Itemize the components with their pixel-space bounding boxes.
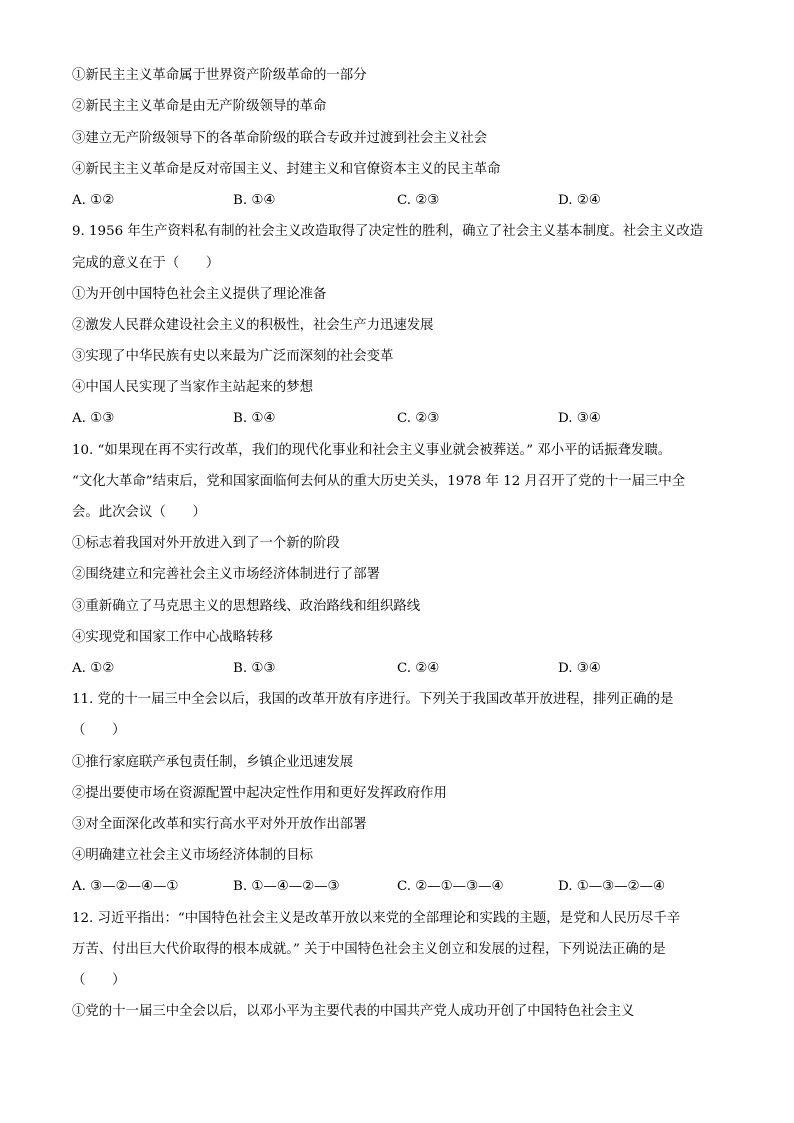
q12-stem-line-1: 12. 习近平指出：“中国特色社会主义是改革开放以来党的全部理论和实践的主题，是党和人民历尽千辛 (72, 911, 681, 926)
q10-option-c: C. ②④ (397, 661, 440, 676)
q9-option-c: C. ②③ (397, 411, 440, 426)
q9-option-d: D. ③④ (558, 411, 601, 426)
q12-statement-1: ①党的十一届三中全会以后，以邓小平为主要代表的中国共产党人成功开创了中国特色社会主义 (72, 1004, 635, 1019)
q11-stem-line-2: （ ） (72, 723, 126, 738)
q9-stem-line-2: 完成的意义在于（ ） (72, 256, 220, 271)
q11-statement-1: ①推行家庭联产承包责任制，乡镇企业迅速发展 (72, 755, 354, 770)
q10-option-a: A. ①② (72, 661, 115, 676)
q10-option-b: B. ①③ (233, 661, 276, 676)
q12-stem-line-2: 万苦、付出巨大代价取得的根本成就。” 关于中国特色社会主义创立和发展的过程，下列说法正确的是 (72, 942, 666, 957)
q9-statement-3: ③实现了中华民族有史以来最为广泛而深刻的社会变革 (72, 349, 394, 364)
q9-option-b: B. ①④ (233, 411, 276, 426)
q8-option-c: C. ②③ (397, 193, 440, 208)
q8-statement-4: ④新民主主义革命是反对帝国主义、封建主义和官僚资本主义的民主革命 (72, 162, 501, 177)
q9-stem-line-1: 9. 1956 年生产资料私有制的社会主义改造取得了决定性的胜利，确立了社会主义基本制度。社会主义改造 (72, 224, 704, 239)
q10-statement-4: ④实现党和国家工作中心战略转移 (72, 630, 273, 645)
q11-options (72, 877, 722, 897)
q8-statement-2: ②新民主主义革命是由无产阶级领导的革命 (72, 99, 327, 114)
q11-statement-2: ②提出要使市场在资源配置中起决定性作用和更好发挥政府作用 (72, 786, 447, 801)
q10-stem-line-2: “文化大革命”结束后，党和国家面临何去何从的重大历史关头，1978 年 12 月召开了党的十一届三中全 (72, 474, 686, 489)
q11-stem-line-1: 11. 党的十一届三中全会以后，我国的改革开放有序进行。下列关于我国改革开放进程，排列正确的是 (72, 692, 674, 707)
q8-options (72, 191, 722, 211)
q10-option-d: D. ③④ (558, 661, 601, 676)
q10-statement-1: ①标志着我国对外开放进入到了一个新的阶段 (72, 536, 340, 551)
q10-options (72, 659, 722, 679)
q12-stem-line-3: （ ） (72, 973, 126, 988)
q9-statement-1: ①为开创中国特色社会主义提供了理论准备 (72, 287, 327, 302)
q11-option-c: C. ②—①—③—④ (397, 879, 504, 894)
q8-option-a: A. ①② (72, 193, 115, 208)
q8-statement-1: ①新民主主义革命属于世界资产阶级革命的一部分 (72, 68, 367, 83)
q9-statement-2: ②激发人民群众建设社会主义的积极性，社会生产力迅速发展 (72, 318, 434, 333)
q10-stem-line-3: 会。此次会议（ ） (72, 505, 206, 520)
q8-statement-3: ③建立无产阶级领导下的各革命阶级的联合专政并过渡到社会主义社会 (72, 131, 488, 146)
q11-statement-3: ③对全面深化改革和实行高水平对外开放作出部署 (72, 817, 367, 832)
q9-options (72, 409, 722, 429)
q10-statement-2: ②围绕建立和完善社会主义市场经济体制进行了部署 (72, 567, 380, 582)
q11-option-a: A. ③—②—④—① (72, 879, 179, 894)
q8-option-b: B. ①④ (233, 193, 276, 208)
q10-statement-3: ③重新确立了马克思主义的思想路线、政治路线和组织路线 (72, 599, 421, 614)
q11-option-b: B. ①—④—②—③ (233, 879, 340, 894)
q10-stem-line-1: 10. “如果现在再不实行改革，我们的现代化事业和社会主义事业就会被葬送。” 邓小平的话振聋发聩。 (72, 443, 672, 458)
q9-statement-4: ④中国人民实现了当家作主站起来的梦想 (72, 380, 314, 395)
q8-option-d: D. ②④ (558, 193, 601, 208)
q11-option-d: D. ①—③—②—④ (558, 879, 665, 894)
q11-statement-4: ④明确建立社会主义市场经济体制的目标 (72, 848, 314, 863)
q9-option-a: A. ①③ (72, 411, 115, 426)
